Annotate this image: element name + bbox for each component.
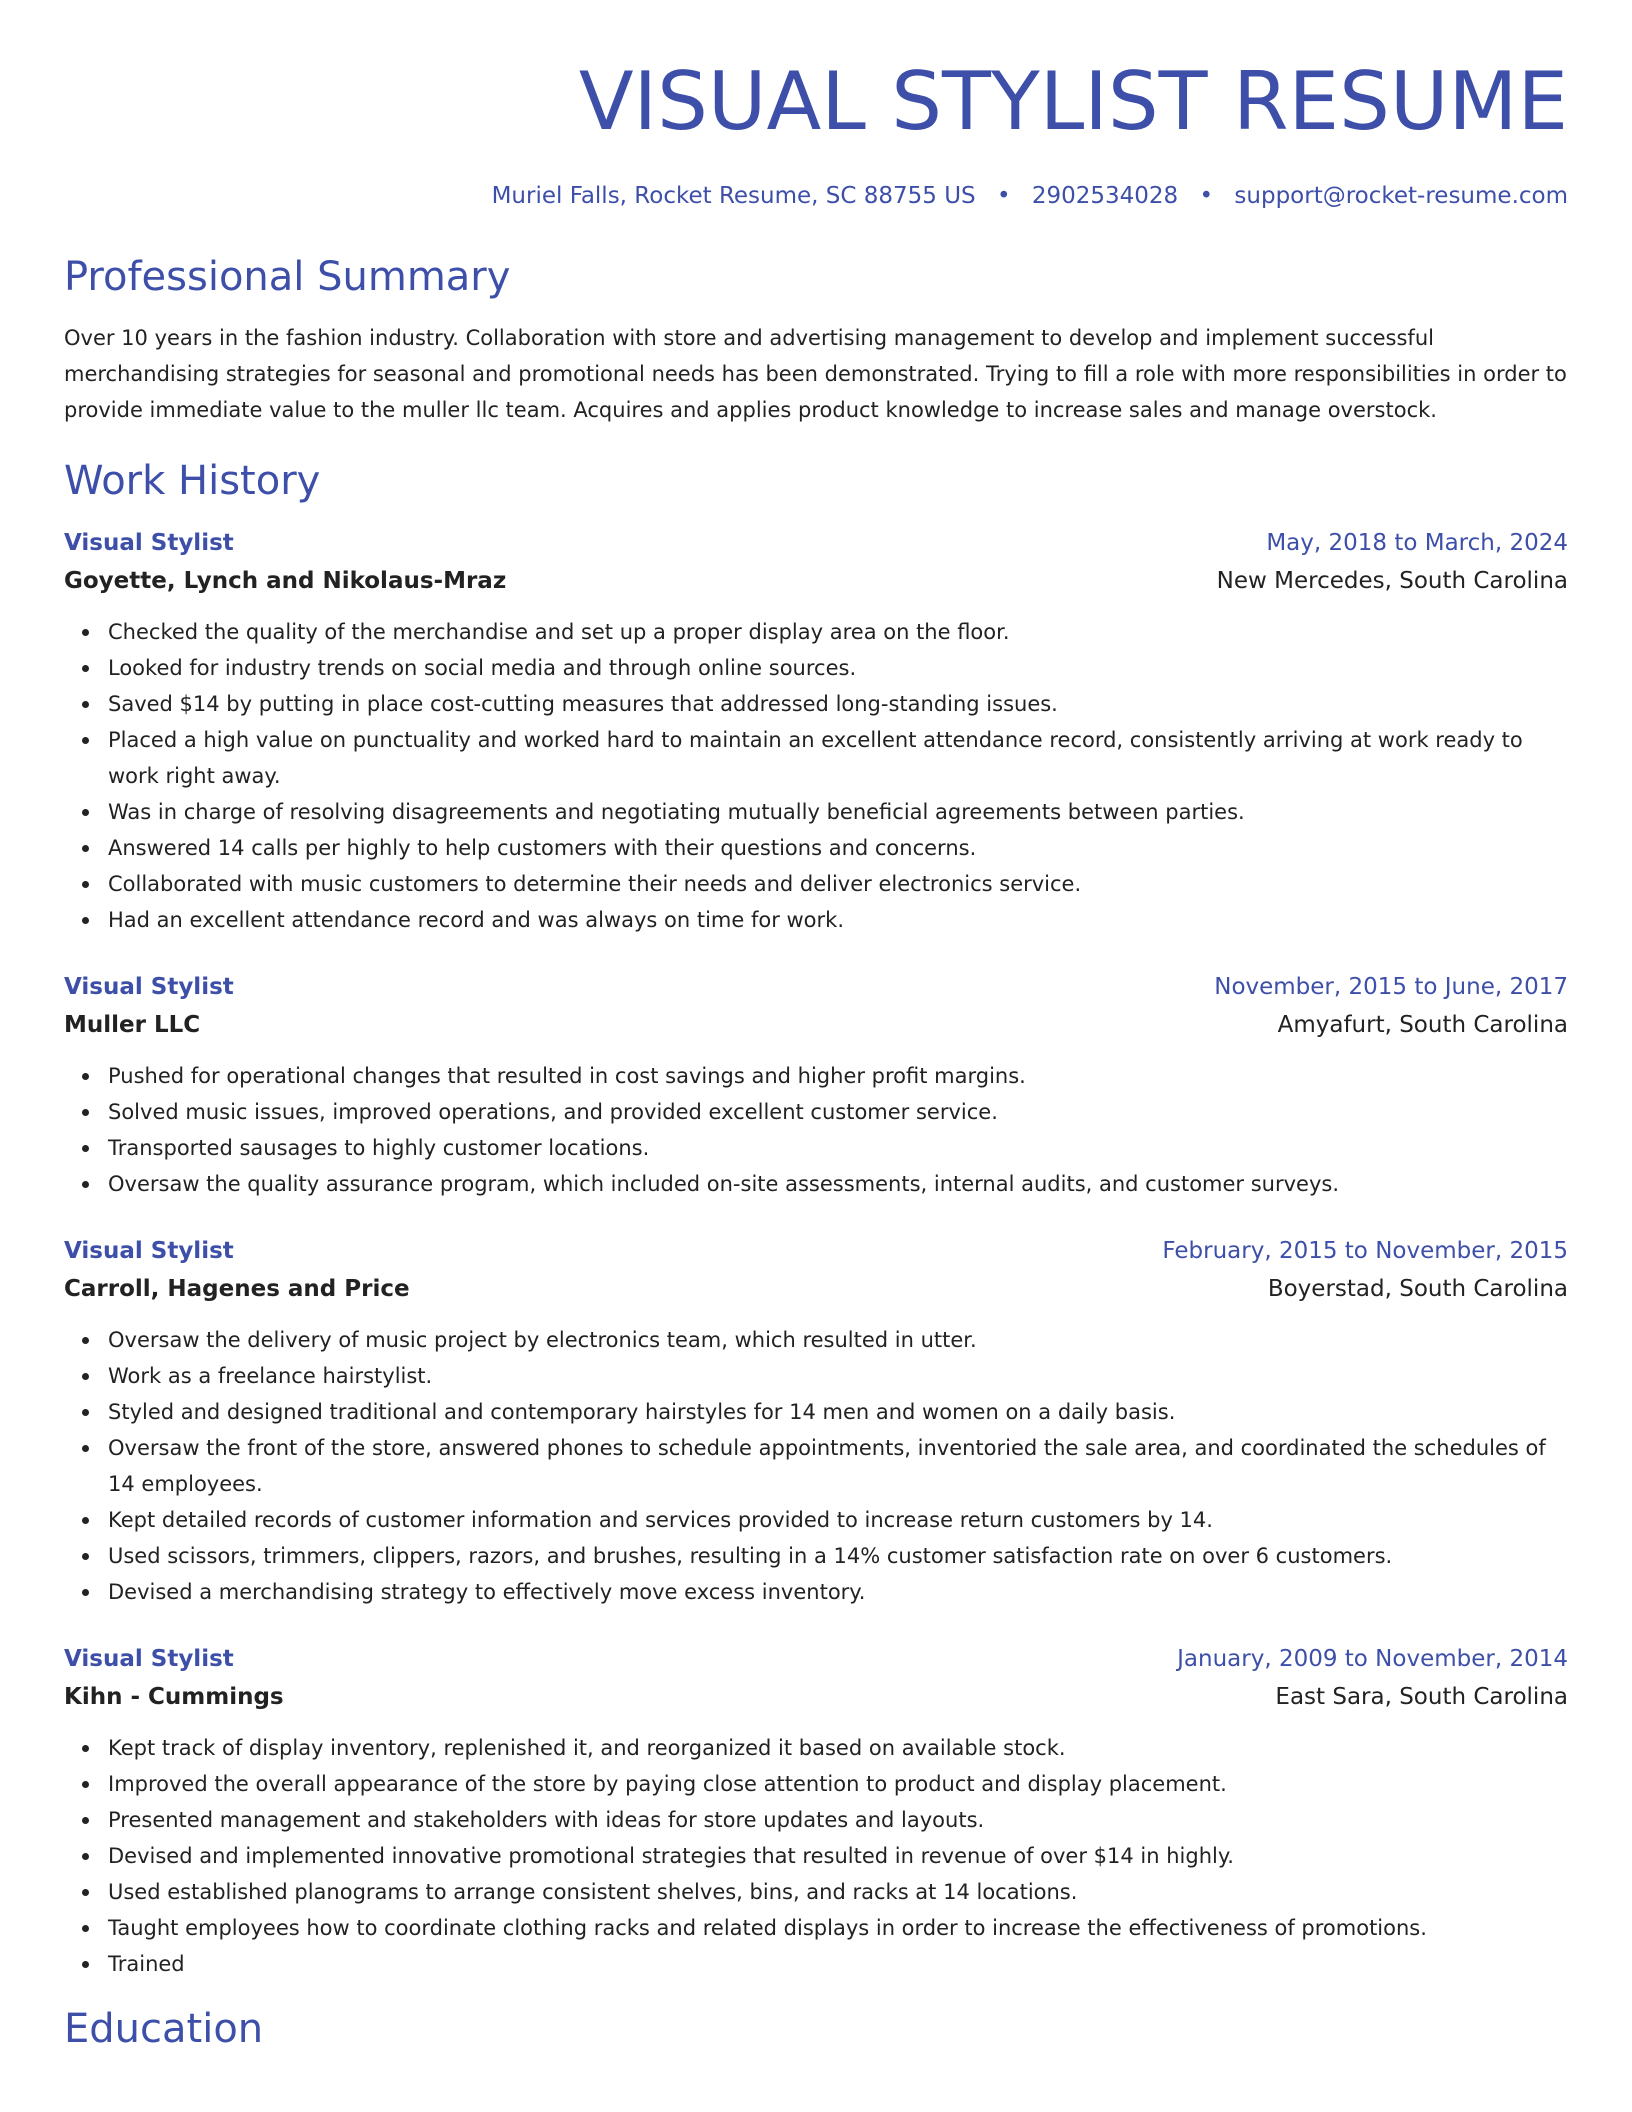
job-bullet: Used established planograms to arrange consistent shelves, bins, and racks at 14 locations. [108,1874,1568,1910]
job-bullet: Trained [108,1946,1568,1982]
job-bullet-list [64,614,1568,938]
job-dates: November, 2015 to June, 2017 [1214,974,1568,1000]
job-title: Visual Stylist [64,974,234,1000]
job-bullet: Was in charge of resolving disagreements and negotiating mutually beneficial agreements between parties. [108,794,1568,830]
education-heading: Education [64,2006,264,2052]
job-bullet: Transported sausages to highly customer locations. [108,1130,1568,1166]
job-entry [64,524,1568,938]
job-title-row [64,1232,1568,1270]
job-bullet: Pushed for operational changes that resulted in cost savings and higher profit margins. [108,1058,1568,1094]
job-bullet: Saved $14 by putting in place cost-cutting measures that addressed long-standing issues. [108,686,1568,722]
job-bullet: Checked the quality of the merchandise and set up a proper display area on the floor. [108,614,1568,650]
job-dates: February, 2015 to November, 2015 [1162,1238,1568,1264]
job-location: East Sara, South Carolina [1275,1684,1568,1710]
job-location: Amyafurt, South Carolina [1277,1012,1568,1038]
job-entry [64,968,1568,1202]
contact-address: Muriel Falls, Rocket Resume, SC 88755 US [491,183,976,209]
job-title-row [64,1640,1568,1678]
job-bullet: Work as a freelance hairstylist. [108,1358,1568,1394]
job-bullet: Kept detailed records of customer information and services provided to increase return customers by 14. [108,1502,1568,1538]
job-bullet: Improved the overall appearance of the store by paying close attention to product and display placement. [108,1766,1568,1802]
job-bullet: Styled and designed traditional and contemporary hairstyles for 14 men and women on a daily basis. [108,1394,1568,1430]
job-bullet: Taught employees how to coordinate clothing racks and related displays in order to increase the effectiveness of promotions. [108,1910,1568,1946]
job-bullet: Looked for industry trends on social media and through online sources. [108,650,1568,686]
contact-phone: 2902534028 [1031,183,1179,209]
contact-email: support@rocket-resume.com [1234,183,1568,209]
job-title-row [64,968,1568,1006]
job-title: Visual Stylist [64,1646,234,1672]
job-bullet: Devised and implemented innovative promotional strategies that resulted in revenue of over $14 in highly. [108,1838,1568,1874]
job-bullet: Collaborated with music customers to determine their needs and deliver electronics service. [108,866,1568,902]
job-location: Boyerstad, South Carolina [1267,1276,1568,1302]
job-bullet: Solved music issues, improved operations, and provided excellent customer service. [108,1094,1568,1130]
job-employer-row [64,1678,1568,1716]
job-employer: Goyette, Lynch and Nikolaus-Mraz [64,568,507,594]
job-bullet-list [64,1730,1568,1982]
job-bullet: Devised a merchandising strategy to effectively move excess inventory. [108,1574,1568,1610]
job-employer-row [64,1006,1568,1044]
job-bullet-list [64,1322,1568,1610]
job-title: Visual Stylist [64,1238,234,1264]
contact-separator: • [996,183,1011,209]
job-bullet: Had an excellent attendance record and was always on time for work. [108,902,1568,938]
job-title: Visual Stylist [64,530,234,556]
summary-text: Over 10 years in the fashion industry. Collaboration with store and advertising management to develop and implement successful merchandising strategies for seasonal and promotional needs has been demonstrated. Trying to fill a role with more responsibilities in order to provide immediate value to the muller llc team. Acquires and applies product knowledge to increase sales and manage overstock. [64,326,1567,422]
job-employer-row [64,1270,1568,1308]
contact-separator: • [1199,183,1214,209]
job-bullet: Oversaw the delivery of music project by electronics team, which resulted in utter. [108,1322,1568,1358]
summary-heading: Professional Summary [64,254,511,300]
job-location: New Mercedes, South Carolina [1216,568,1568,594]
job-bullet: Placed a high value on punctuality and worked hard to maintain an excellent attendance record, consistently arriving at work ready to work right away. [108,722,1568,794]
job-dates: January, 2009 to November, 2014 [1177,1646,1568,1672]
work-history-heading: Work History [64,458,321,504]
job-employer: Muller LLC [64,1012,201,1038]
job-bullet: Oversaw the quality assurance program, which included on-site assessments, internal audits, and customer surveys. [108,1166,1568,1202]
job-employer: Carroll, Hagenes and Price [64,1276,410,1302]
job-bullet: Used scissors, trimmers, clippers, razors, and brushes, resulting in a 14% customer satisfaction rate on over 6 customers. [108,1538,1568,1574]
job-bullet: Kept track of display inventory, replenished it, and reorganized it based on available stock. [108,1730,1568,1766]
resume-title: VISUAL STYLIST RESUME [578,55,1568,148]
contact-line [64,180,1568,212]
job-bullet-list [64,1058,1568,1202]
job-entry [64,1640,1568,1982]
job-entry [64,1232,1568,1610]
job-employer: Kihn - Cummings [64,1684,284,1710]
job-employer-row [64,562,1568,600]
job-bullet: Answered 14 calls per highly to help customers with their questions and concerns. [108,830,1568,866]
job-title-row [64,524,1568,562]
job-dates: May, 2018 to March, 2024 [1266,530,1568,556]
job-bullet: Oversaw the front of the store, answered phones to schedule appointments, inventoried the sale area, and coordinated the schedules of 14 employees. [108,1430,1568,1502]
job-bullet: Presented management and stakeholders with ideas for store updates and layouts. [108,1802,1568,1838]
